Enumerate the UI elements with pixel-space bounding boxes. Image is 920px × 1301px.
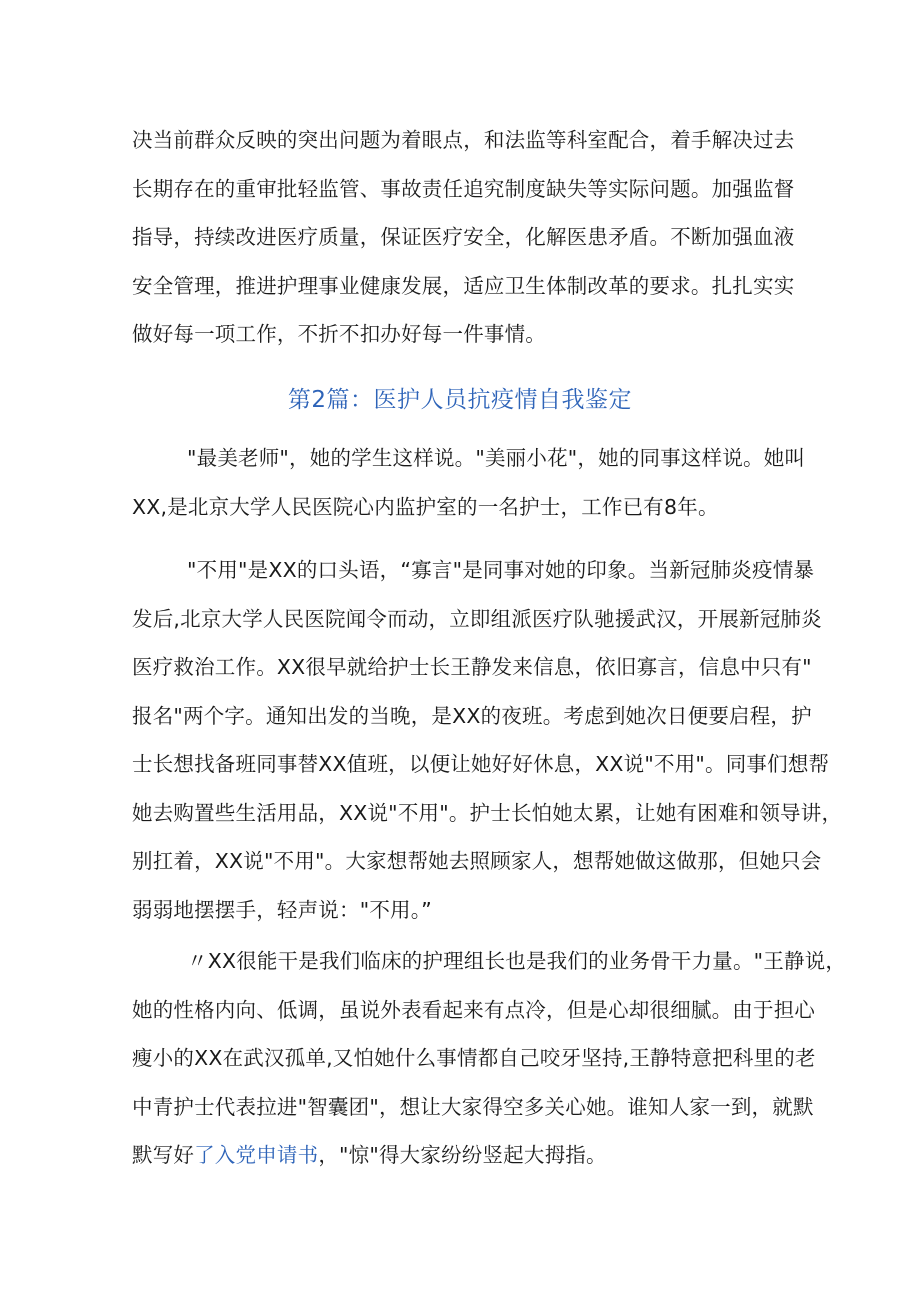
- text-line: 指导，持续改进医疗质量，保证医疗安全，化解医患矛盾。不断加强血液: [132, 225, 795, 249]
- text-line: 发后,北京大学人民医院闻令而动，立即组派医疗队驰援武汉，开展新冠肺炎: [132, 606, 822, 631]
- paragraph-2: [132, 546, 843, 934]
- paragraph-1: [132, 434, 804, 531]
- text-line: 她去购置些生活用品，XX说"不用"。护士长怕她太累，让她有困难和领导讲，: [132, 800, 843, 825]
- text-line: 做好每一项工作，不折不扣办好每一件事情。: [132, 322, 546, 346]
- paragraph-3: [132, 937, 847, 1180]
- text-line: 她的性格内向、低调，虽说外表看起来有点冷，但是心却很细腻。由于担心: [132, 997, 816, 1022]
- text-line: 安全管理，推进护理事业健康发展，适应卫生体制改革的要求。扎扎实实: [132, 273, 795, 298]
- text-segment: 默写好: [132, 1143, 195, 1167]
- text-line: 医疗救治工作。XX很早就给护士长王静发来信息，依旧寡言，信息中只有": [132, 655, 812, 679]
- text-line: 士长想找备班同事替XX值班，以便让她好好休息，XX说"不用"。同事们想帮: [132, 752, 830, 776]
- text-line: XX,是北京大学人民医院心内监护室的一名护士，工作已有8年。: [132, 494, 719, 519]
- text-line: 弱弱地摆摆手，轻声说："不用。”: [132, 897, 432, 922]
- text-segment: ，"惊"得大家纷纷竖起大拇指。: [318, 1143, 607, 1167]
- text-line: 中青护士代表拉进"智囊团"，想让大家得空多关心她。谁知人家一到，就默: [132, 1094, 814, 1119]
- text-line-with-link: [132, 1131, 804, 1180]
- text-line: 瘦小的XX在武汉孤单,又怕她什么事情都自己咬牙坚持,王静特意把科里的老: [132, 1046, 816, 1070]
- text-line: 报名"两个字。通知出发的当晚，是XX的夜班。考虑到她次日便要启程，护: [132, 703, 812, 728]
- text-line: 〃XX很能干是我们临床的护理组长也是我们的业务骨干力量。"王静说，: [187, 949, 847, 973]
- text-line: "最美老师"，她的学生这样说。"美丽小花"，她的同事这样说。她叫: [187, 446, 806, 470]
- text-line: 别扛着，XX说"不用"。大家想帮她去照顾家人，想帮她做这做那，但她只会: [132, 849, 822, 873]
- text-line: 长期存在的重审批轻监管、事故责任追究制度缺失等实际问题。加强监督: [132, 176, 795, 201]
- text-line: 决当前群众反映的突出问题为着眼点，和法监等科室配合，着手解决过去: [132, 128, 795, 152]
- application-link[interactable]: 了入党申请书: [194, 1143, 319, 1167]
- text-line: "不用"是XX的口头语，“寡言"是同事对她的印象。当新冠肺炎疫情暴: [187, 558, 815, 582]
- intro-paragraph: [132, 116, 804, 359]
- section-heading: 第2篇：医护人员抗疫情自我鉴定: [287, 387, 633, 413]
